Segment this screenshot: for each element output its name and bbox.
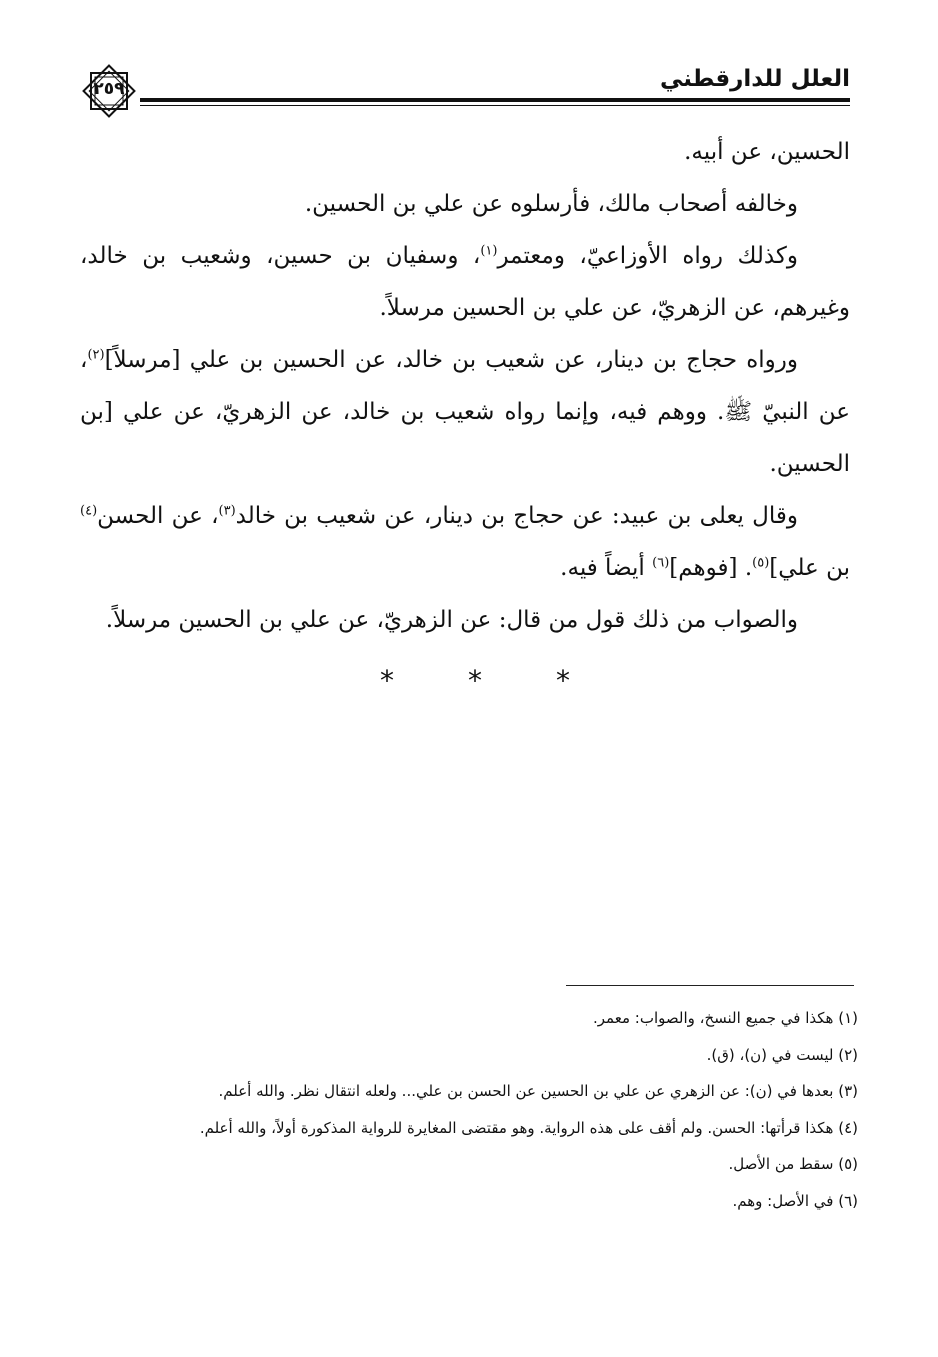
paragraph-4-text-b: ، عن النبيّ ﷺ. ووهم فيه، وإنما رواه شعيب بن خالد، عن الزهريّ، عن علي [بن الحسين. xyxy=(80,347,850,477)
asterisk: * xyxy=(380,664,394,697)
paragraph-3-text-a: وكذلك رواه الأوزاعيّ، ومعتمر xyxy=(497,243,798,269)
paragraph-5 xyxy=(80,490,850,594)
paragraph-5-text-a: وقال يعلى بن عبيد: عن حجاج بن دينار، عن شعيب بن خالد xyxy=(235,503,798,529)
footnote-ref-6: (٦) xyxy=(652,555,670,571)
running-title: العلل للدارقطني xyxy=(660,66,850,92)
paragraph-4-text-a: ورواه حجاج بن دينار، عن شعيب بن خالد، عن الحسين بن علي [مرسلاً] xyxy=(104,347,798,373)
footnote-6: (٦) في الأصل: وهم. xyxy=(732,1191,858,1210)
footnote-2: (٢) ليست في (ن)، (ق). xyxy=(706,1045,858,1064)
footnote-divider xyxy=(566,985,854,986)
header-rule-thick xyxy=(140,98,850,102)
paragraph-1: الحسين، عن أبيه. xyxy=(684,139,850,165)
footnote-3: (٣) بعدها في (ن): عن الزهري عن علي بن الحسين عن الحسن بن علي... ولعله انتقال نظر. والله أعلم. xyxy=(218,1082,858,1100)
footnote-ref-4: (٤) xyxy=(80,503,98,519)
footnotes xyxy=(100,1000,858,1219)
asterisk: * xyxy=(468,664,482,697)
paragraph-5-text-e: أيضاً فيه. xyxy=(560,555,653,581)
footnote-1: (١) هكذا في جميع النسخ، والصواب: معمر. xyxy=(593,1009,858,1027)
header-rule-thin xyxy=(140,105,850,106)
page-number-badge xyxy=(78,60,140,122)
paragraph-2: وخالفه أصحاب مالك، فأرسلوه عن علي بن الحسين. xyxy=(304,191,798,217)
main-text xyxy=(80,126,850,646)
asterisk: * xyxy=(556,664,570,697)
footnote-ref-5: (٥) xyxy=(752,555,770,571)
footnote-4: (٤) هكذا قرأتها: الحسن. ولم أقف على هذه الرواية. وهو مقتضى المغايرة للرواية المذكورة أولاً، والله أعلم. xyxy=(199,1118,858,1137)
paragraph-5-text-d: . [فوهم] xyxy=(669,555,753,581)
footnote-5: (٥) سقط من الأصل. xyxy=(728,1155,858,1173)
paragraph-3 xyxy=(80,230,850,334)
paragraph-3-text-b: ، وسفيان بن حسين، وشعيب بن خالد، وغيرهم، عن الزهريّ، عن علي بن الحسين مرسلاً. xyxy=(80,243,850,321)
footnote-ref-2: (٢) xyxy=(87,347,105,363)
paragraph-5-text-b: ، عن الحسن xyxy=(97,503,219,529)
paragraph-4 xyxy=(80,334,850,490)
page-number: ٢٥٩ xyxy=(93,79,125,99)
paragraph-5-text-c: بن علي] xyxy=(769,555,850,581)
footnote-ref-1: (١) xyxy=(480,243,498,259)
paragraph-6: والصواب من ذلك قول من قال: عن الزهريّ، عن علي بن الحسين مرسلاً. xyxy=(105,607,798,633)
section-separator xyxy=(380,664,570,697)
page-header xyxy=(78,60,850,130)
footnote-ref-3: (٣) xyxy=(218,503,236,519)
